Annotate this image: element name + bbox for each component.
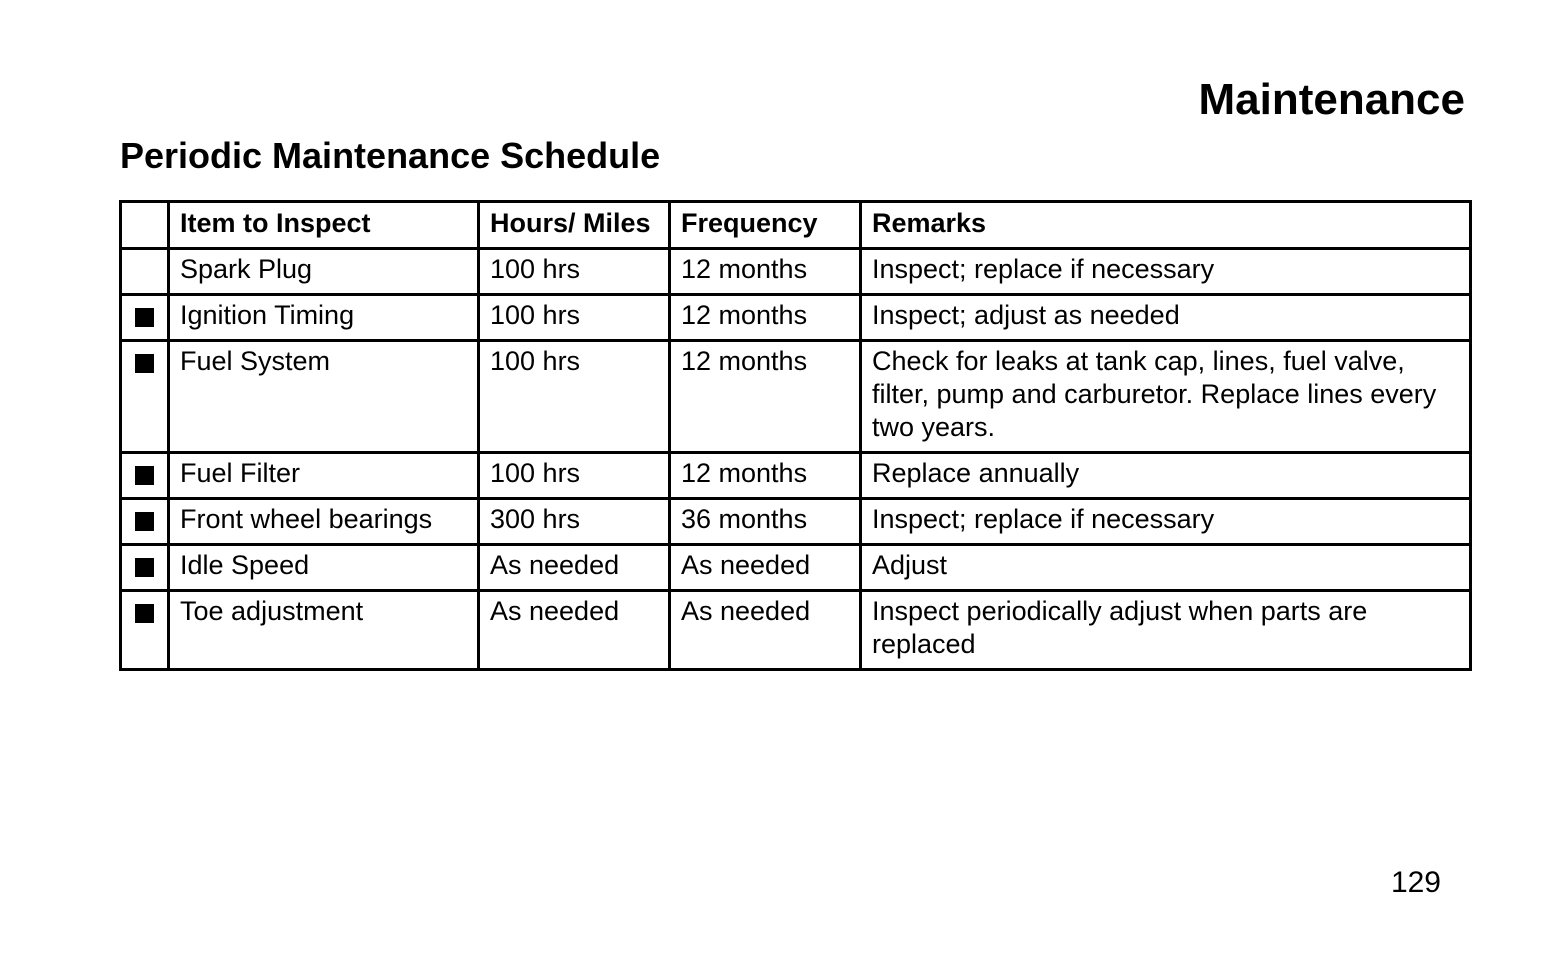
maintenance-schedule-table xyxy=(119,200,1472,671)
cell-item: Fuel System xyxy=(169,341,479,453)
cell-item: Front wheel bearings xyxy=(169,499,479,545)
square-bullet-icon xyxy=(135,466,154,485)
cell-remarks: Inspect; replace if necessary xyxy=(861,249,1471,295)
cell-remarks: Check for leaks at tank cap, lines, fuel valve, filter, pump and carburetor. Replace lines every two years. xyxy=(861,341,1471,453)
cell-remarks: Replace annually xyxy=(861,453,1471,499)
column-header-frequency: Frequency xyxy=(670,202,861,249)
column-header-hours: Hours/ Miles xyxy=(479,202,670,249)
column-header-marker xyxy=(121,202,169,249)
cell-item: Toe adjustment xyxy=(169,591,479,670)
cell-remarks: Inspect; adjust as needed xyxy=(861,295,1471,341)
cell-frequency: As needed xyxy=(670,545,861,591)
column-header-remarks: Remarks xyxy=(861,202,1471,249)
row-marker-cell xyxy=(121,499,169,545)
row-marker-cell xyxy=(121,341,169,453)
square-bullet-icon xyxy=(135,604,154,623)
cell-hours: 100 hrs xyxy=(479,453,670,499)
cell-frequency: 36 months xyxy=(670,499,861,545)
cell-hours: As needed xyxy=(479,591,670,670)
table-row xyxy=(121,499,1471,545)
square-bullet-icon xyxy=(135,512,154,531)
row-marker-cell xyxy=(121,249,169,295)
square-bullet-icon xyxy=(135,354,154,373)
square-bullet-icon xyxy=(135,308,154,327)
table-row xyxy=(121,453,1471,499)
table-row xyxy=(121,249,1471,295)
cell-hours: 100 hrs xyxy=(479,249,670,295)
row-marker-cell xyxy=(121,295,169,341)
cell-item: Fuel Filter xyxy=(169,453,479,499)
row-marker-cell xyxy=(121,453,169,499)
table-row xyxy=(121,295,1471,341)
table-title: Periodic Maintenance Schedule xyxy=(120,135,661,176)
table-row xyxy=(121,341,1471,453)
cell-item: Ignition Timing xyxy=(169,295,479,341)
cell-frequency: 12 months xyxy=(670,453,861,499)
page-number: 129 xyxy=(1390,866,1441,899)
cell-remarks: Adjust xyxy=(861,545,1471,591)
cell-item: Spark Plug xyxy=(169,249,479,295)
cell-frequency: As needed xyxy=(670,591,861,670)
cell-hours: 100 hrs xyxy=(479,341,670,453)
cell-item: Idle Speed xyxy=(169,545,479,591)
cell-frequency: 12 months xyxy=(670,249,861,295)
cell-remarks: Inspect periodically adjust when parts are replaced xyxy=(861,591,1471,670)
row-marker-cell xyxy=(121,545,169,591)
cell-frequency: 12 months xyxy=(670,295,861,341)
row-marker-cell xyxy=(121,591,169,670)
square-bullet-icon xyxy=(135,558,154,577)
table-header-row xyxy=(121,202,1471,249)
cell-hours: As needed xyxy=(479,545,670,591)
cell-remarks: Inspect; replace if necessary xyxy=(861,499,1471,545)
table-row xyxy=(121,545,1471,591)
table-body xyxy=(121,249,1471,670)
column-header-item: Item to Inspect xyxy=(169,202,479,249)
section-title: Maintenance xyxy=(1198,75,1465,124)
cell-frequency: 12 months xyxy=(670,341,861,453)
cell-hours: 300 hrs xyxy=(479,499,670,545)
table-row xyxy=(121,591,1471,670)
cell-hours: 100 hrs xyxy=(479,295,670,341)
